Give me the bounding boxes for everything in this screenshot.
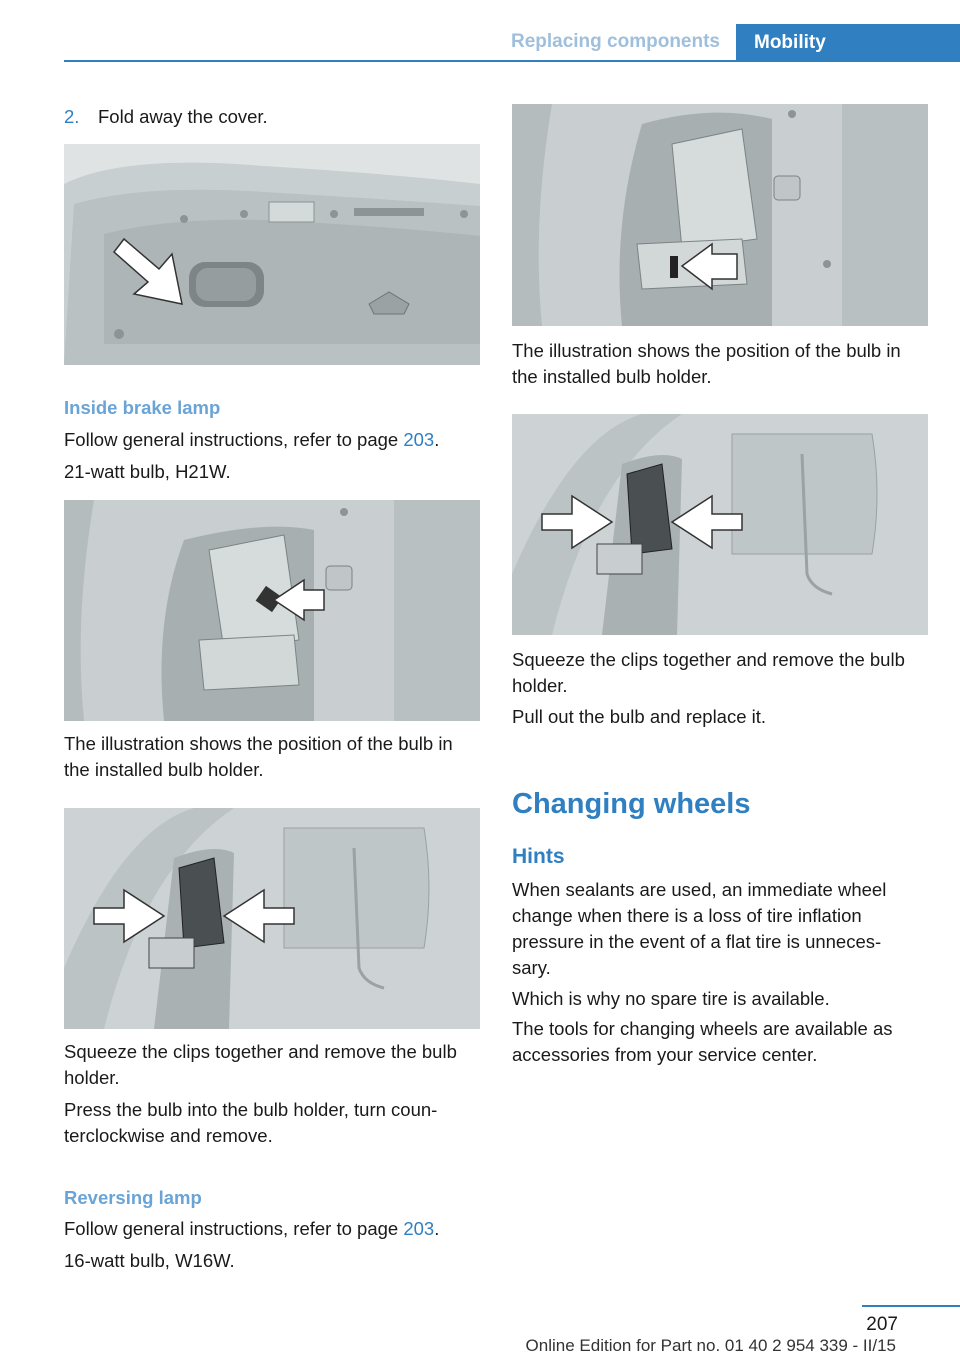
instruction-period: . [434,1218,440,1239]
page-link-203[interactable]: 203 [403,1218,435,1239]
hints-heading: Hints [512,845,565,868]
step-2 [64,104,268,130]
inside-brake-bulb-spec: 21‑watt bulb, H21W. [64,461,231,482]
hints-paragraph-3-line1: The tools for changing wheels are available as [512,1018,893,1039]
chapter-tab: Mobility [736,24,960,62]
step-text: Fold away the cover. [98,106,268,127]
squeeze-clips-illustration [64,808,480,1029]
hints-paragraph-1-line4: sary. [512,957,551,978]
footer-rule [862,1305,960,1307]
reversing-instruction [64,1216,439,1242]
instruction-period: . [434,429,440,450]
step-number: 2. [64,106,80,127]
changing-wheels-heading: Changing wheels [512,788,751,820]
header-rule [64,60,960,62]
bulb-position-illustration [64,500,480,721]
section-title: Replacing components [510,31,720,52]
reversing-lamp-heading: Reversing lamp [64,1187,202,1208]
inside-brake-heading: Inside brake lamp [64,397,221,418]
instruction-text: Follow general instructions, refer to page [64,429,404,450]
illustration-caption-right: The illustration shows the position of the bulb in the installed bulb holder. [512,340,901,387]
squeeze-instruction-right: Squeeze the clips together and remove the bulb holder. [512,649,905,696]
hints-paragraph-1-line3: pressure in the event of a flat tire is unneces‑ [512,931,882,952]
squeeze-clips-illustration-right [512,414,928,635]
inside-brake-instruction [64,427,439,453]
edition-footer: Online Edition for Part no. 01 40 2 954 339 - II/15 [525,1336,896,1355]
hints-paragraph-1-line2: change when there is a loss of tire inflation [512,905,862,926]
press-instruction-line2: terclockwise and remove. [64,1125,273,1146]
page-number: 207 [866,1314,898,1335]
squeeze-instruction-left: Squeeze the clips together and remove the bulb holder. [64,1041,457,1088]
reversing-bulb-spec: 16‑watt bulb, W16W. [64,1250,235,1271]
hints-paragraph-3-line2: accessories from your service center. [512,1044,818,1065]
trunk-lid-illustration [64,144,480,365]
pull-out-instruction: Pull out the bulb and replace it. [512,706,767,727]
instruction-text: Follow general instructions, refer to page [64,1218,404,1239]
illustration-caption-left: The illustration shows the position of the bulb in the installed bulb holder. [64,733,453,780]
hints-paragraph-2: Which is why no spare tire is available. [512,988,830,1009]
bulb-holder-installed-illustration [512,104,928,326]
page-link-203[interactable]: 203 [403,429,435,450]
press-instruction-line1: Press the bulb into the bulb holder, turn coun‑ [64,1099,438,1120]
hints-paragraph-1-line1: When sealants are used, an immediate wheel [512,879,887,900]
